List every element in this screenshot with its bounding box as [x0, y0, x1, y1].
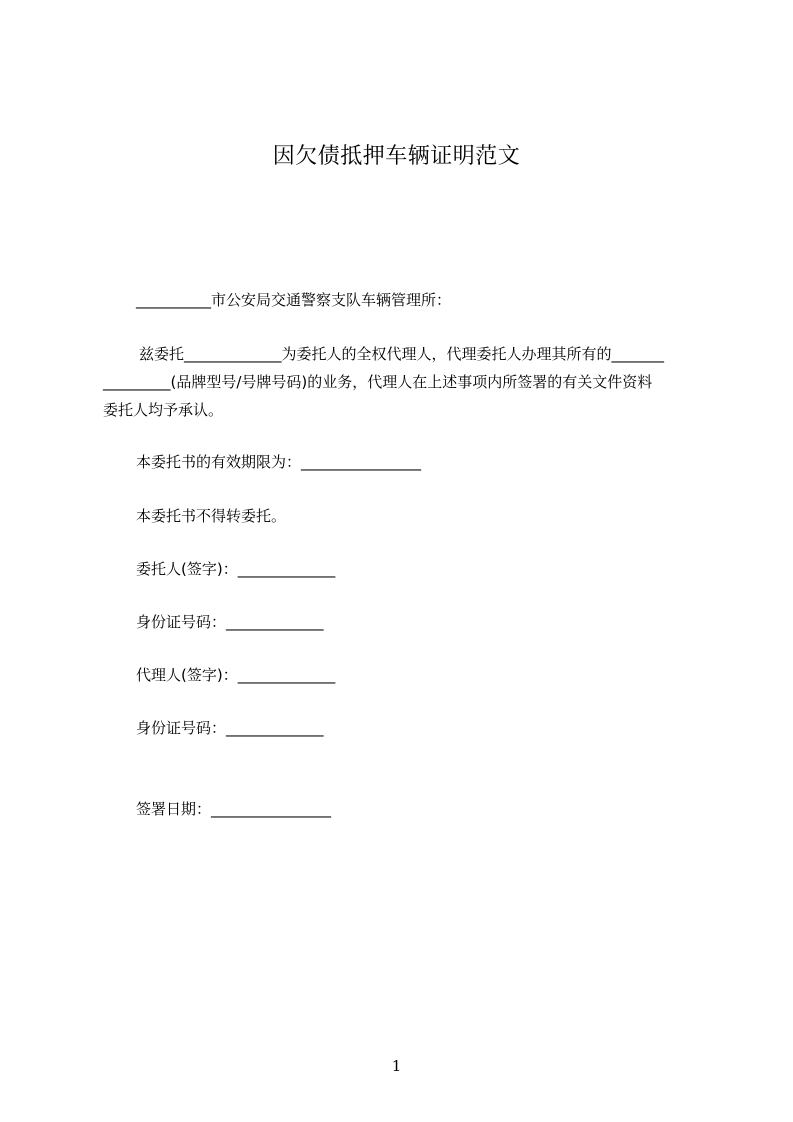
paragraph-line-2 — [103, 368, 703, 396]
sign-date-line — [136, 799, 331, 819]
agent-id-blank: _____________ — [226, 719, 324, 737]
agent-signature-label: 代理人(签字)： — [136, 666, 238, 684]
entrust-label: 兹委托 — [139, 345, 185, 363]
addressee-text: 市公安局交通警察支队车辆管理所： — [211, 291, 452, 309]
vehicle-business-text: (品牌型号/号牌号码)的业务，代理人在上述事项内所签署的有关文件资料 — [170, 373, 653, 391]
owner-item-blank: _______ — [611, 345, 665, 363]
addressee-line — [136, 290, 451, 310]
agent-id-line — [136, 718, 324, 738]
no-transfer-text: 本委托书不得转委托。 — [136, 507, 287, 525]
agent-signature-blank: _____________ — [237, 666, 336, 684]
document-title: 因欠债抵押车辆证明范文 — [272, 144, 521, 169]
principal-id-line — [136, 612, 324, 632]
vehicle-blank: _________ — [103, 373, 171, 391]
authorization-paragraph — [103, 340, 703, 424]
entrust-text: 为委托人的全权代理人，代理委托人办理其所有的 — [281, 345, 612, 363]
sign-date-blank: ________________ — [211, 800, 332, 818]
validity-line — [136, 452, 421, 472]
paragraph-line-3 — [103, 396, 703, 424]
addressee-blank: __________ — [136, 291, 211, 309]
page-number: 1 — [391, 1057, 402, 1075]
sign-date-label: 签署日期： — [136, 800, 212, 818]
no-transfer-line — [136, 506, 286, 526]
agent-id-label: 身份证号码： — [136, 719, 227, 737]
validity-label: 本委托书的有效期限为： — [136, 453, 302, 471]
acknowledgement-text: 委托人均予承认。 — [103, 401, 224, 419]
validity-blank: ________________ — [301, 453, 422, 471]
paragraph-line-1 — [103, 340, 703, 368]
principal-id-blank: _____________ — [226, 613, 324, 631]
principal-signature-blank: _____________ — [237, 560, 336, 578]
agent-signature-line — [136, 665, 335, 685]
principal-id-label: 身份证号码： — [136, 613, 227, 631]
agent-name-blank: _____________ — [184, 345, 282, 363]
principal-signature-label: 委托人(签字)： — [136, 560, 238, 578]
principal-signature-line — [136, 559, 335, 579]
